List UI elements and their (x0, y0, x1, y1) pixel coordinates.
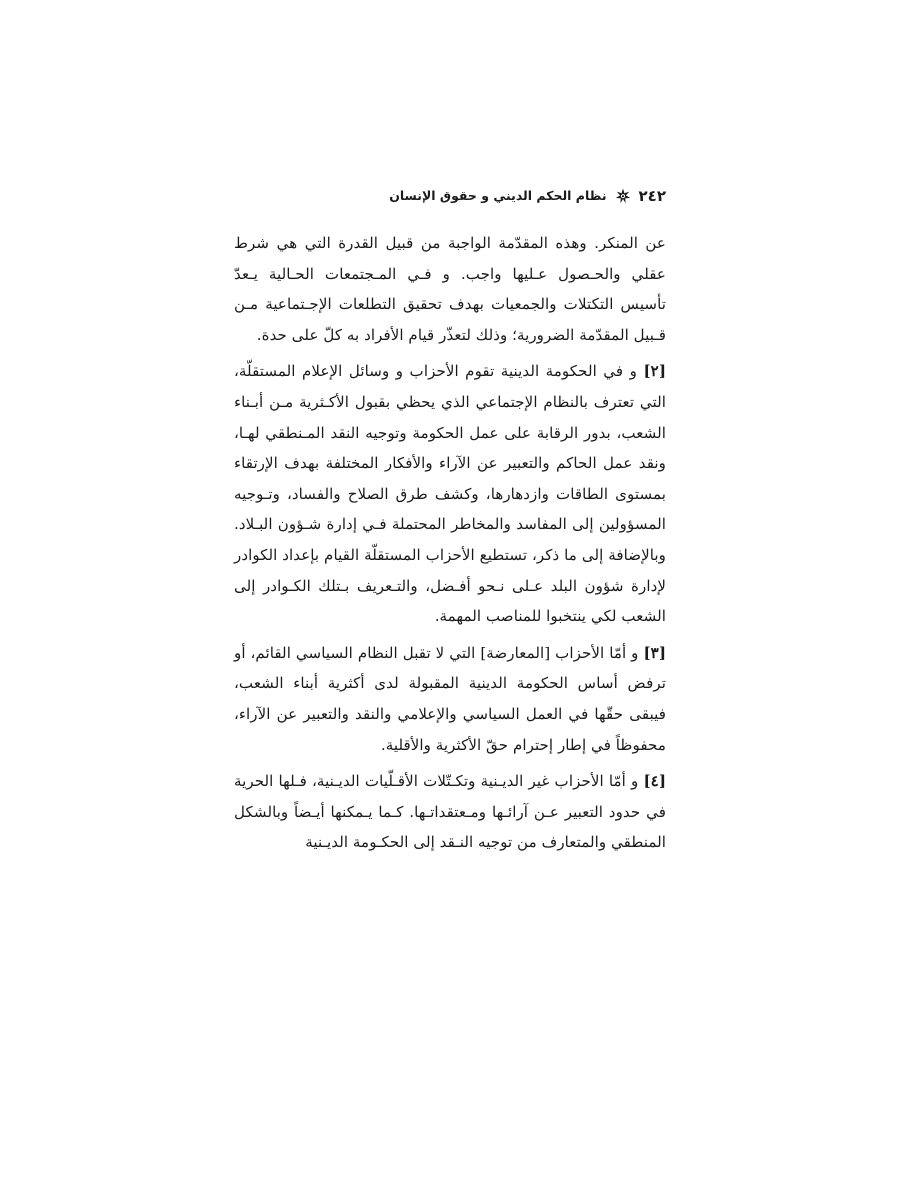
page-number: ٢٤٢ (638, 187, 666, 205)
paragraph-1-text: عن المنكر. وهذه المقدّمة الواجبة من قبيل القدرة التي هي شرط عقلي والحـصول عـليها واجب. و فـي المـجتمعات الحـالية يـعدّ تأسيس التكتلات والجمعيات بهدف تحقيق التطلعات الإجـتماعية مـن قـبيل المقدّمة الضرورية؛ وذلك لتعذّر قيام الأفراد به كلّ على حدة. (234, 234, 666, 344)
paragraph-3-number: [٣] (643, 643, 667, 662)
star-flower-icon (615, 188, 631, 204)
paragraph-4-text: و أمّا الأحزاب غير الديـنية وتكـتّلات الأقـلّيات الديـنية، فـلها الحرية في حدود التعبير عـن آرائـها ومـعتقداتـها. كـما يـمكنها أيـضاً وبالشكل المنطقي والمتعارف من توجيه النـقد إلى الحكـومة الديـنية (234, 772, 666, 852)
paragraph-4-number: [٤] (643, 772, 666, 791)
paragraph-2-number: [٢] (643, 362, 666, 381)
paragraph-3-text: و أمّا الأحزاب [المعارضة] التي لا تقبل النظام السياسي القائم، أو ترفض أساس الحكومة الدينية المقبولة لدى أكثرية أبناء الشعب، فيبقى حقّها في العمل السياسي والإعلامي والنقد والتعبير عن الآراء، محفوظاً في إطار إحترام حقّ الأكثرية والأقلية. (234, 643, 666, 754)
paragraph-2 (234, 356, 666, 631)
running-header (234, 186, 666, 206)
paragraph-4 (234, 766, 666, 858)
body-text (234, 228, 666, 864)
paragraph-3 (234, 638, 666, 760)
running-title: نظام الحكم الديني و حقوق الإنسان (389, 188, 607, 203)
paragraph-1 (234, 228, 666, 350)
paragraph-2-text: و في الحكومة الدينية تقوم الأحزاب و وسائل الإعلام المستقلّة، التي تعترف بالنظام الإجتماعي الذي يحظي بقبول الأكـثرية مـن أبـناء الشعب، بدور الرقابة على عمل الحكومة وتوجيه النقد المـنطقي لهـا، ونقد عمل الحاكم والتعبير عن الآراء والأفكار المختلفة بهدف الإرتقاء بمستوى الطاقات وازدهارها، وكشف طرق الصلاح والفساد، وتـوجيه المسؤولين إلى المفاسد والمخاطر المحتملة فـي إدارة شـؤون البـلاد. وبالإضافة إلى ما ذكر، تستطيع الأحزاب المستقلّة القيام بإعداد الكوادر لإدارة شؤون البلد عـلى نـحو أفـضل، والتـعريف بـتلك الكـوادر إلى الشعب لكي ينتخبوا للمناصب المهمة. (234, 362, 666, 626)
